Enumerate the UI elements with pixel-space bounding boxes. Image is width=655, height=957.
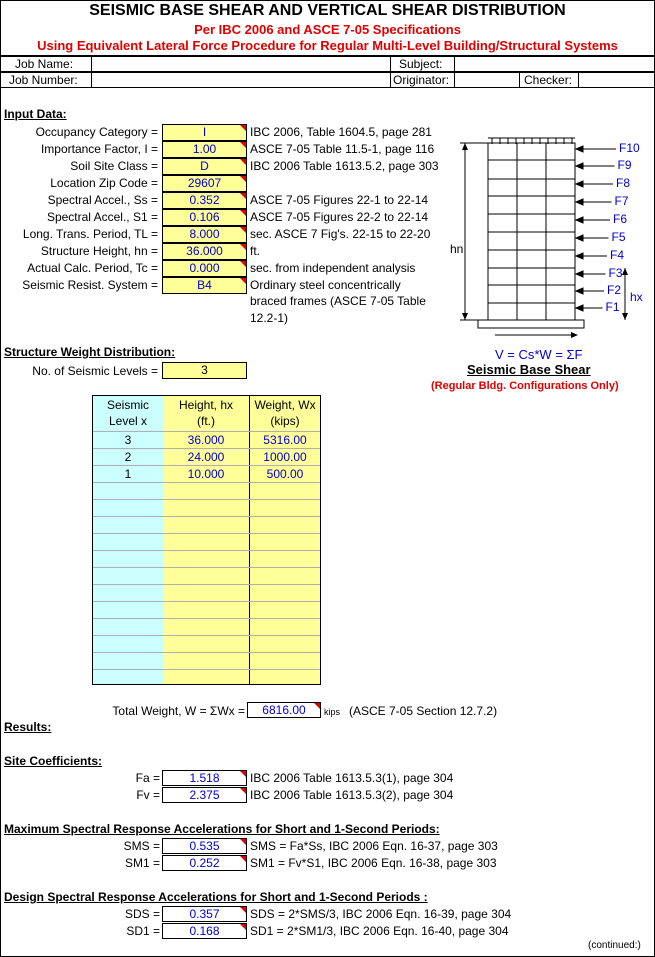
table-row-line <box>93 533 320 534</box>
col3-head-2: (kips) <box>270 414 300 428</box>
levels-label: No. of Seismic Levels = <box>32 364 158 378</box>
diagram-caption: Seismic Base Shear <box>467 362 591 377</box>
table-cell-level: 1 <box>124 467 132 481</box>
input-data-heading: Input Data: <box>4 107 67 121</box>
force-label: F10 <box>619 141 640 155</box>
table-row-line <box>93 567 320 568</box>
input-value[interactable]: 29607 <box>162 175 247 192</box>
table-cell-weight[interactable]: 1000.00 <box>263 450 307 464</box>
force-arrowhead <box>576 253 583 259</box>
page-title: SEISMIC BASE SHEAR AND VERTICAL SHEAR DISTRIBUTION <box>89 2 566 19</box>
weight-heading: Structure Weight Distribution: <box>4 345 176 359</box>
base-shear-equation: V = Cs*W = ΣF <box>495 347 583 362</box>
result-label: SD1 = <box>126 924 160 938</box>
table-row-line <box>93 669 320 670</box>
input-note: IBC 2006, Table 1604.5, page 281 <box>250 125 432 139</box>
result-note: IBC 2006 Table 1613.5.3(1), page 304 <box>250 771 454 785</box>
job-name-label: Job Name: <box>0 56 92 72</box>
total-weight-label: Total Weight, W = ΣWx = <box>112 704 245 718</box>
table-cell-weight[interactable]: 5316.00 <box>263 433 307 447</box>
continued-note: (continued:) <box>588 940 641 951</box>
input-note: Ordinary steel concentrically <box>250 278 401 292</box>
force-arrowhead <box>576 181 583 187</box>
input-value[interactable]: 36.000 <box>162 243 247 260</box>
force-label: F1 <box>605 300 620 314</box>
checker-field[interactable] <box>578 72 655 88</box>
weight-table <box>92 395 321 685</box>
subject-field[interactable] <box>454 56 655 72</box>
input-label: Spectral Accel., Ss = <box>47 193 158 207</box>
max-accel-heading: Maximum Spectral Response Accelerations for Short and 1-Second Periods: <box>4 822 440 836</box>
input-label: Actual Calc. Period, Tc = <box>27 261 158 275</box>
input-label: Spectral Accel., S1 = <box>46 210 158 224</box>
input-label: Importance Factor, I = <box>40 142 158 156</box>
force-arrowhead <box>576 199 583 205</box>
input-note: sec. ASCE 7 Fig's. 22-15 to 22-20 <box>250 227 431 241</box>
job-name-field[interactable] <box>91 56 391 72</box>
result-value: 0.252 <box>162 855 247 871</box>
result-value: 0.168 <box>162 923 247 939</box>
hx-label: hx <box>630 290 643 304</box>
originator-label: Originator: <box>390 72 455 88</box>
force-label: F6 <box>613 212 628 226</box>
force-label: F9 <box>617 158 632 172</box>
result-value: 0.357 <box>162 906 247 922</box>
col2-head-2: (ft.) <box>197 414 215 428</box>
col2-head-1: Height, hx <box>178 398 234 412</box>
subject-label: Subject: <box>390 56 455 72</box>
page-subtitle-2: Using Equivalent Lateral Force Procedure for Regular Multi-Level Building/Structural Systems <box>37 38 618 53</box>
total-weight-note: (ASCE 7-05 Section 12.7.2) <box>349 704 498 718</box>
table-cell-height[interactable]: 24.000 <box>187 450 225 464</box>
result-note: SD1 = 2*SM1/3, IBC 2006 Eqn. 16-40, page 304 <box>250 924 509 938</box>
force-arrowhead <box>576 163 583 169</box>
table-row-line <box>93 652 320 653</box>
table-cell-height[interactable]: 10.000 <box>187 467 225 481</box>
result-label: SMS = <box>123 839 160 853</box>
input-label: Long. Trans. Period, TL = <box>22 227 158 241</box>
input-value[interactable]: D <box>162 158 247 175</box>
input-note: ASCE 7-05 Figures 22-2 to 22-14 <box>250 210 429 224</box>
force-label: F8 <box>616 176 631 190</box>
input-value[interactable]: 0.106 <box>162 209 247 226</box>
result-label: SDS = <box>124 907 160 921</box>
input-label: Seismic Resist. System = <box>22 278 158 292</box>
table-row-line <box>93 516 320 517</box>
job-number-field[interactable] <box>91 72 391 88</box>
input-value[interactable]: 8.000 <box>162 226 247 243</box>
force-arrowhead <box>576 288 583 294</box>
force-arrowhead <box>576 235 583 241</box>
input-label: Soil Site Class = <box>70 159 158 173</box>
job-number-label: Job Number: <box>0 72 92 88</box>
table-row-line <box>93 550 320 551</box>
site-coefficients-heading: Site Coefficients: <box>4 754 103 768</box>
hn-label: hn <box>450 242 464 256</box>
input-note: ft. <box>250 244 261 258</box>
diagram-note: (Regular Bldg. Configurations Only) <box>431 380 619 392</box>
levels-input[interactable]: 3 <box>162 362 247 379</box>
input-note: ASCE 7-05 Table 11.5-1, page 116 <box>250 142 435 156</box>
result-note: SDS = 2*SMS/3, IBC 2006 Eqn. 16-39, page 304 <box>250 907 512 921</box>
originator-field[interactable] <box>454 72 520 88</box>
system-note-3: 12.2-1) <box>250 311 289 325</box>
input-note: sec. from independent analysis <box>250 261 416 275</box>
table-cell-level: 3 <box>124 433 132 447</box>
input-label: Location Zip Code = <box>50 176 158 190</box>
table-row-line <box>93 499 320 500</box>
force-label: F7 <box>614 194 629 208</box>
table-row-line <box>93 584 320 585</box>
result-note: SM1 = Fv*S1, IBC 2006 Eqn. 16-38, page 303 <box>250 856 497 870</box>
table-cell-height[interactable]: 36.000 <box>187 433 225 447</box>
input-value[interactable]: 0.352 <box>162 192 247 209</box>
input-label: Structure Height, hn = <box>40 244 158 258</box>
table-row-line <box>93 601 320 602</box>
force-label: F3 <box>608 266 623 280</box>
force-label: F2 <box>607 283 622 297</box>
force-arrowhead <box>576 305 583 311</box>
force-arrowhead <box>576 271 583 277</box>
force-label: F5 <box>611 230 626 244</box>
input-note: ASCE 7-05 Figures 22-1 to 22-14 <box>250 193 429 207</box>
col3-head-1: Weight, Wx <box>254 398 316 412</box>
page-subtitle-1: Per IBC 2006 and ASCE 7-05 Specifications <box>194 22 461 37</box>
table-row-line <box>93 635 320 636</box>
checker-label: Checker: <box>519 72 579 88</box>
system-note-2: braced frames (ASCE 7-05 Table <box>250 294 426 308</box>
input-value[interactable]: I <box>162 124 247 141</box>
result-value: 0.535 <box>162 838 247 854</box>
force-arrowhead <box>576 217 583 223</box>
result-value: 1.518 <box>162 770 247 786</box>
input-note: IBC 2006 Table 1613.5.2, page 303 <box>250 159 439 173</box>
force-arrowhead <box>576 146 583 152</box>
input-value[interactable]: 0.000 <box>162 260 247 277</box>
table-row-line <box>93 618 320 619</box>
total-weight-unit: kips <box>324 707 341 717</box>
table-cell-weight[interactable]: 500.00 <box>266 467 304 481</box>
result-label: Fv = <box>136 788 160 802</box>
design-accel-heading: Design Spectral Response Accelerations for Short and 1-Second Periods : <box>4 890 428 904</box>
result-label: SM1 = <box>124 856 160 870</box>
table-cell-level: 2 <box>124 450 132 464</box>
force-label: F4 <box>610 248 625 262</box>
results-heading: Results: <box>4 720 52 734</box>
result-value: 2.375 <box>162 787 247 803</box>
input-value[interactable]: 1.00 <box>162 141 247 158</box>
result-note: IBC 2006 Table 1613.5.3(2), page 304 <box>250 788 454 802</box>
result-note: SMS = Fa*Ss, IBC 2006 Eqn. 16-37, page 303 <box>250 839 498 853</box>
result-label: Fa = <box>135 771 160 785</box>
total-weight-value: 6816.00 <box>247 702 321 718</box>
input-label: Occupancy Category = <box>35 125 158 139</box>
col1-head-1: Seismic <box>106 398 149 412</box>
input-value[interactable]: B4 <box>162 277 247 294</box>
col1-head-2: Level x <box>108 414 148 428</box>
